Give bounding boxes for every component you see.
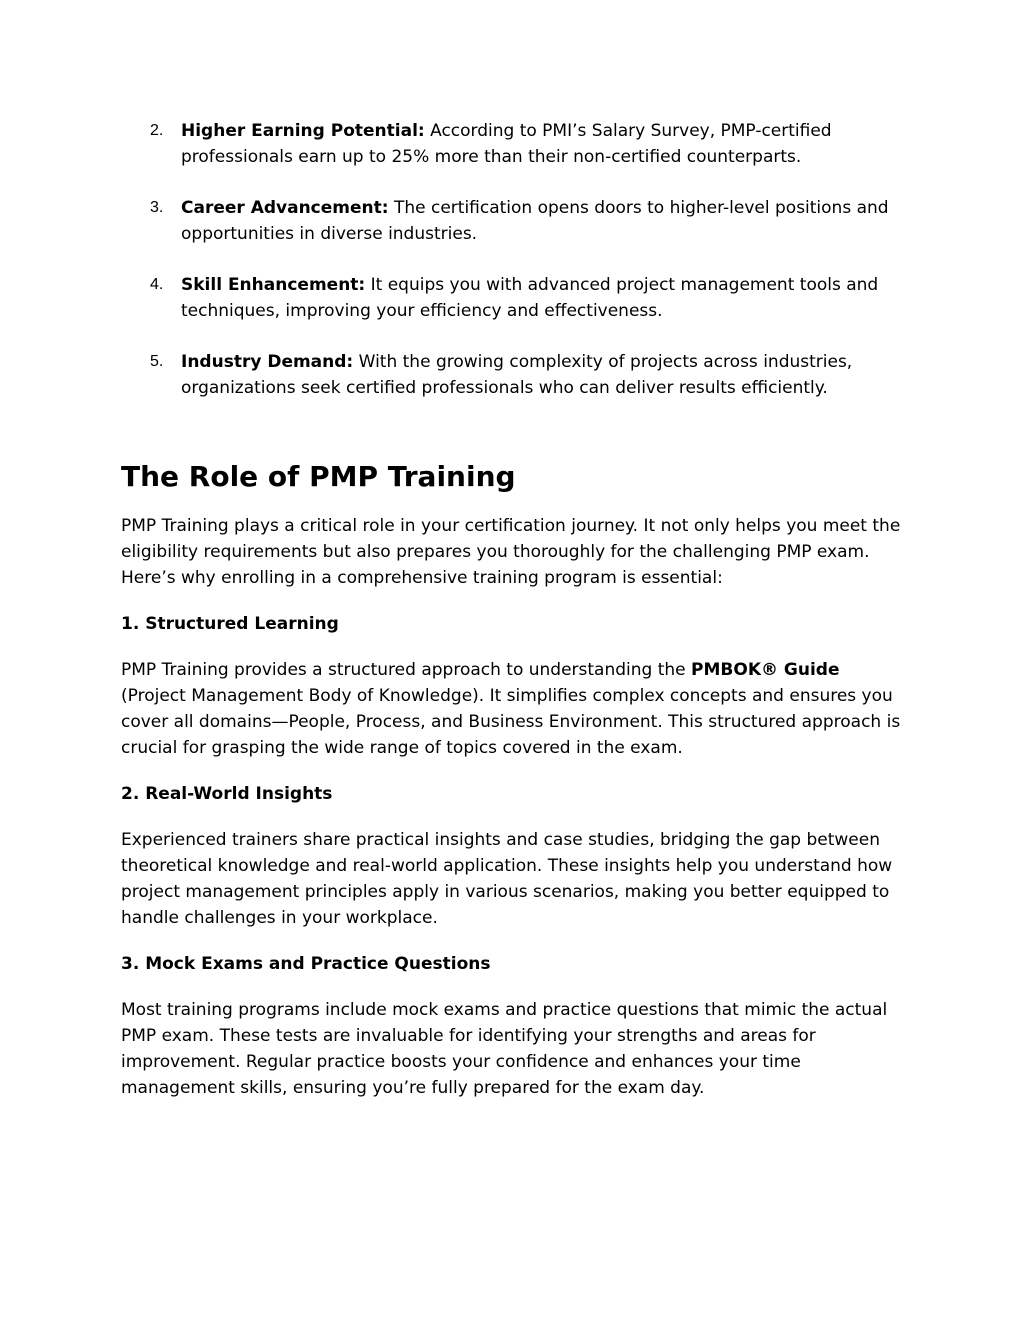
- list-item-text: The certification opens doors to higher-level positions and opportunities in diverse industries.: [181, 198, 889, 244]
- subheading-mock-exams: 3. Mock Exams and Practice Questions: [121, 954, 491, 974]
- paragraph-text: (Project Management Body of Knowledge). It simplifies complex concepts and ensures you cover all domains—People, Process, and Business Environment. This structured approach is crucial for grasping the wide range of topics covered in the exam.: [121, 686, 901, 758]
- paragraph-text: PMP Training provides a structured approach to understanding the: [121, 660, 692, 680]
- list-item-label: Higher Earning Potential:: [181, 121, 425, 141]
- section-intro: PMP Training plays a critical role in your certification journey. It not only helps you meet the eligibility requirements but also prepares you thoroughly for the challenging PMP exam. Here’s why enrolling in a comprehensive training program is essential:: [121, 516, 901, 588]
- list-item-number: 3.: [150, 199, 164, 216]
- list-item: [121, 118, 906, 170]
- list-item-text: It equips you with advanced project management tools and techniques, improving your efficiency and effectiveness.: [181, 275, 879, 321]
- list-item: [121, 349, 906, 401]
- mock-exams-paragraph: Most training programs include mock exams and practice questions that mimic the actual PMP exam. These tests are invaluable for identifying your strengths and areas for improvement. Regular practice boosts your confidence and enhances your time management skills, ensuring you’re fully prepared for the exam day.: [121, 1000, 888, 1098]
- subheading-real-world-insights: 2. Real-World Insights: [121, 784, 333, 804]
- list-item-label: Career Advancement:: [181, 198, 389, 218]
- benefits-list: [121, 118, 906, 401]
- list-item: [121, 195, 906, 247]
- structured-learning-paragraph: [121, 657, 906, 761]
- list-item-text: According to PMI’s Salary Survey, PMP-certified professionals earn up to 25% more than their non-certified counterparts.: [181, 121, 832, 167]
- list-item-number: 2.: [150, 122, 164, 139]
- real-world-insights-paragraph: Experienced trainers share practical insights and case studies, bridging the gap between theoretical knowledge and real-world application. These insights help you understand how project management principles apply in various scenarios, making you better equipped to handle challenges in your workplace.: [121, 830, 893, 928]
- list-item-text: With the growing complexity of projects across industries, organizations seek certified professionals who can deliver results efficiently.: [181, 352, 853, 398]
- subheading-structured-learning: 1. Structured Learning: [121, 614, 339, 634]
- list-item-number: 5.: [150, 353, 164, 370]
- list-item-number: 4.: [150, 276, 164, 293]
- pmbok-guide-emphasis: PMBOK® Guide: [691, 660, 840, 680]
- list-item-label: Skill Enhancement:: [181, 275, 366, 295]
- section-title: The Role of PMP Training: [121, 460, 516, 493]
- list-item: [121, 272, 906, 324]
- list-item-label: Industry Demand:: [181, 352, 354, 372]
- document-page: [121, 118, 906, 1101]
